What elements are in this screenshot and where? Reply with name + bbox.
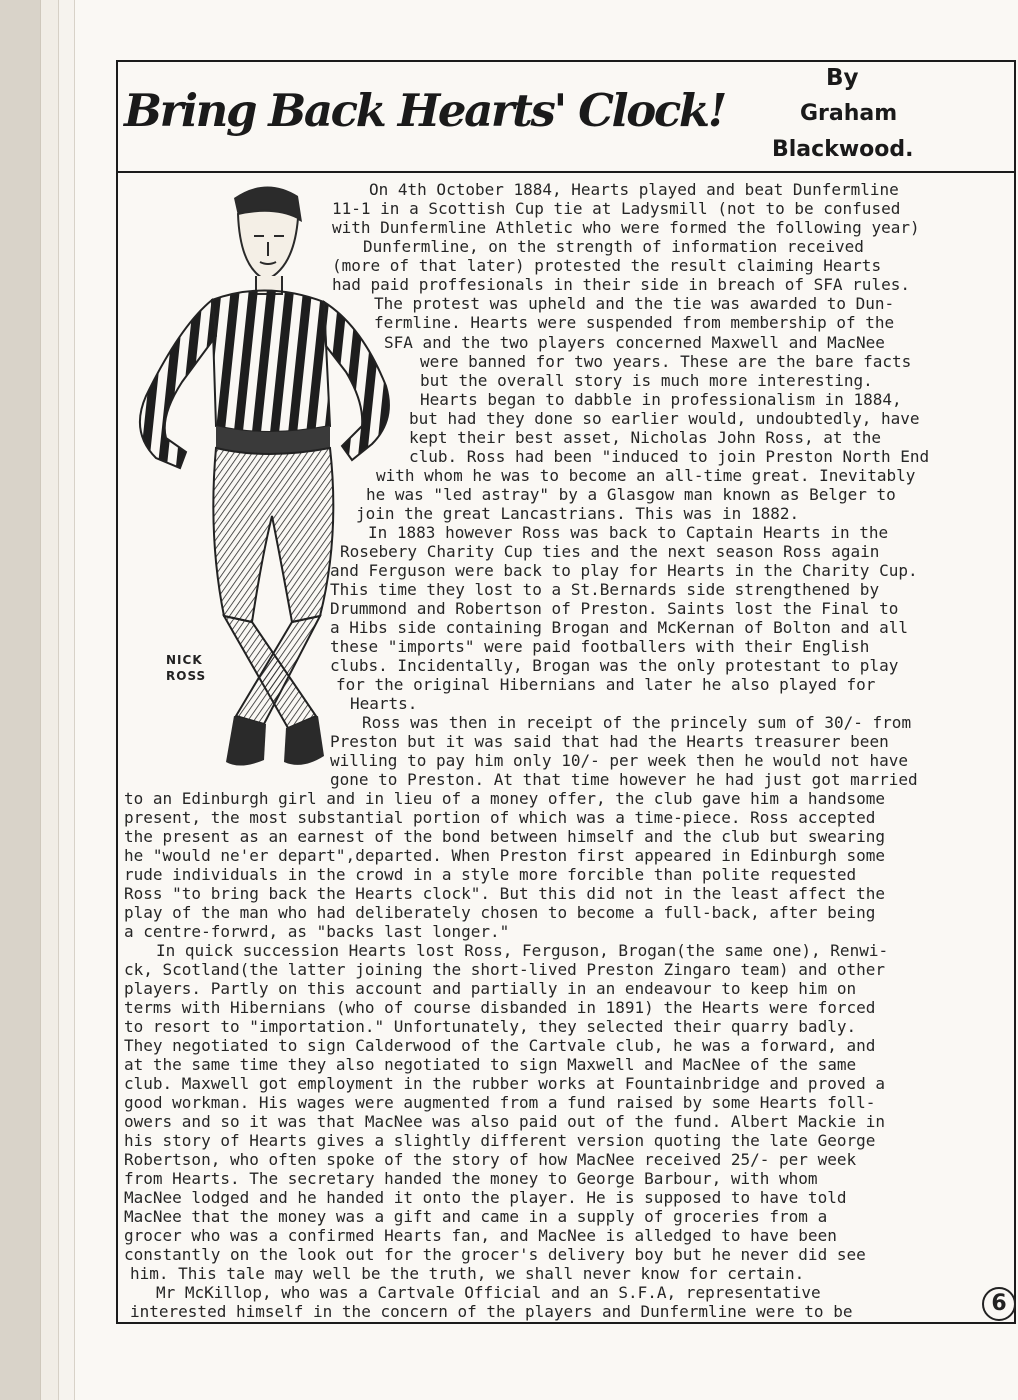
body-text-line: join the great Lancastrians. This was in 1882. bbox=[356, 504, 800, 523]
body-text-line: Ross "to bring back the Hearts clock". But this did not in the least affect the bbox=[124, 884, 885, 903]
body-text-line: were banned for two years. These are the bare facts bbox=[420, 352, 912, 371]
body-text-line: terms with Hibernians (who of course disbanded in 1891) the Hearts were forced bbox=[124, 998, 876, 1017]
body-text-line: kept their best asset, Nicholas John Ross, at the bbox=[409, 428, 882, 447]
body-text-line: he "would ne'er depart",departed. When Preston first appeared in Edinburgh some bbox=[124, 846, 885, 865]
body-text-line: fermline. Hearts were suspended from membership of the bbox=[374, 313, 895, 332]
illustration-caption bbox=[166, 652, 226, 684]
body-text-line: Ross was then in receipt of the princely sum of 30/- from bbox=[362, 713, 912, 732]
body-text-line: him. This tale may well be the truth, we shall never know for certain. bbox=[130, 1264, 805, 1283]
article-title: Bring Back Hearts' Clock! bbox=[124, 84, 725, 137]
body-text-line: players. Partly on this account and partially in an endeavour to keep him on bbox=[124, 979, 857, 998]
caption-last-name: ROSS bbox=[166, 669, 207, 683]
body-text-line: (more of that later) protested the result claiming Hearts bbox=[332, 256, 882, 275]
byline bbox=[770, 60, 960, 168]
body-text-line: In 1883 however Ross was back to Captain Hearts in the bbox=[368, 523, 889, 542]
body-text-line: to resort to "importation." Unfortunately, they selected their quarry badly. bbox=[124, 1017, 857, 1036]
body-text-line: these "imports" were paid footballers with their English bbox=[330, 637, 870, 656]
body-text-line: but the overall story is much more interesting. bbox=[420, 371, 873, 390]
body-text-line: Drummond and Robertson of Preston. Saints lost the Final to bbox=[330, 599, 899, 618]
body-text-line: club. Maxwell got employment in the rubber works at Fountainbridge and proved a bbox=[124, 1074, 885, 1093]
body-text-line: had paid proffesionals in their side in breach of SFA rules. bbox=[332, 275, 910, 294]
caption-first-name: NICK bbox=[166, 653, 203, 667]
page-number: 6 bbox=[982, 1287, 1016, 1321]
body-text-line: Preston but it was said that had the Hearts treasurer been bbox=[330, 732, 889, 751]
body-text-line: On 4th October 1884, Hearts played and beat Dunfermline bbox=[369, 180, 899, 199]
body-text-line: a centre-forwrd, as "backs last longer." bbox=[124, 922, 510, 941]
body-text-line: good workman. His wages were augmented from a fund raised by some Hearts foll- bbox=[124, 1093, 876, 1112]
body-text-line: the present as an earnest of the bond between himself and the club but swearing bbox=[124, 827, 885, 846]
body-text-line: Hearts. bbox=[350, 694, 418, 713]
body-text-line: Robertson, who often spoke of the story of how MacNee received 25/- per week bbox=[124, 1150, 857, 1169]
body-text-line: he was "led astray" by a Glasgow man known as Belger to bbox=[366, 485, 896, 504]
body-text-line: club. Ross had been "induced to join Preston North End bbox=[409, 447, 930, 466]
body-text-line: MacNee that the money was a gift and came in a supply of groceries from a bbox=[124, 1207, 828, 1226]
body-text-line: owers and so it was that MacNee was also paid out of the fund. Albert Mackie in bbox=[124, 1112, 885, 1131]
body-text-line: They negotiated to sign Calderwood of the Cartvale club, he was a forward, and bbox=[124, 1036, 876, 1055]
body-text-line: clubs. Incidentally, Brogan was the only protestant to play bbox=[330, 656, 899, 675]
body-text-line: Dunfermline, on the strength of information received bbox=[363, 237, 864, 256]
body-text-line: The protest was upheld and the tie was awarded to Dun- bbox=[374, 294, 895, 313]
body-text-line: grocer who was a confirmed Hearts fan, and MacNee is alledged to have been bbox=[124, 1226, 837, 1245]
body-text-line: ck, Scotland(the latter joining the short-lived Preston Zingaro team) and other bbox=[124, 960, 885, 979]
body-text-line: a Hibs side containing Brogan and McKernan of Bolton and all bbox=[330, 618, 908, 637]
body-text-line: constantly on the look out for the grocer's delivery boy but he never did see bbox=[124, 1245, 866, 1264]
body-text-line: In quick succession Hearts lost Ross, Ferguson, Brogan(the same one), Renwi- bbox=[156, 941, 889, 960]
body-text-line: his story of Hearts gives a slightly different version quoting the late George bbox=[124, 1131, 876, 1150]
body-text-line: play of the man who had deliberately chosen to become a full-back, after being bbox=[124, 903, 876, 922]
body-text-line: to an Edinburgh girl and in lieu of a money offer, the club gave him a handsome bbox=[124, 789, 885, 808]
body-text-line: Rosebery Charity Cup ties and the next season Ross again bbox=[340, 542, 880, 561]
author-first-name: Graham bbox=[800, 101, 898, 126]
body-text-line: Hearts began to dabble in professionalism in 1884, bbox=[420, 390, 902, 409]
byline-by: By bbox=[826, 65, 859, 91]
body-text-line: with whom he was to become an all-time great. Inevitably bbox=[376, 466, 916, 485]
body-text-line: from Hearts. The secretary handed the money to George Barbour, with whom bbox=[124, 1169, 818, 1188]
body-text-line: gone to Preston. At that time however he had just got married bbox=[330, 770, 918, 789]
body-text-line: MacNee lodged and he handed it onto the player. He is supposed to have told bbox=[124, 1188, 847, 1207]
body-text-line: present, the most substantial portion of which was a time-piece. Ross accepted bbox=[124, 808, 876, 827]
header-divider bbox=[116, 171, 1016, 173]
body-text-line: for the original Hibernians and later he also played for bbox=[336, 675, 876, 694]
body-text-line: willing to pay him only 10/- per week then he would not have bbox=[330, 751, 908, 770]
body-text-line: SFA and the two players concerned Maxwell and MacNee bbox=[384, 333, 885, 352]
body-text-line: This time they lost to a St.Bernards side strengthened by bbox=[330, 580, 880, 599]
body-text-line: and Ferguson were back to play for Hearts in the Charity Cup. bbox=[330, 561, 918, 580]
body-text-line: interested himself in the concern of the players and Dunfermline were to be bbox=[130, 1302, 853, 1321]
body-text-line: Mr McKillop, who was a Cartvale Official and an S.F.A, representative bbox=[156, 1283, 821, 1302]
body-text-line: with Dunfermline Athletic who were formed the following year) bbox=[332, 218, 920, 237]
author-last-name: Blackwood. bbox=[772, 137, 914, 162]
body-text-line: rude individuals in the crowd in a style more forcible than polite requested bbox=[124, 865, 857, 884]
body-text-line: but had they done so earlier would, undoubtedly, have bbox=[409, 409, 920, 428]
body-text-line: 11-1 in a Scottish Cup tie at Ladysmill (not to be confused bbox=[332, 199, 901, 218]
body-text-line: at the same time they also negotiated to sign Maxwell and MacNee of the same bbox=[124, 1055, 857, 1074]
